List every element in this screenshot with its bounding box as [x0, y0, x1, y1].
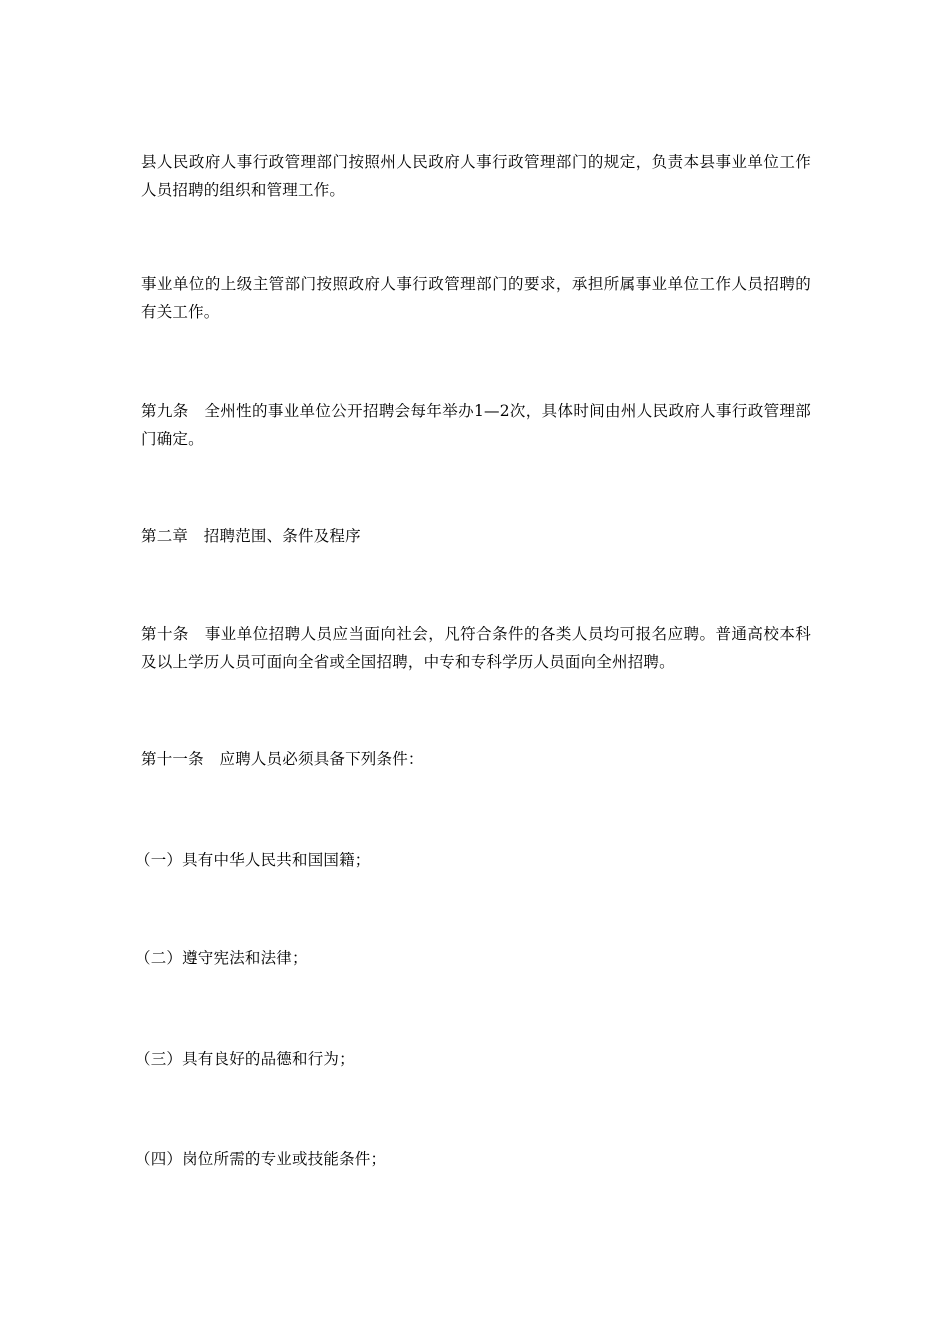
paragraph-county-hr-dept: 县人民政府人事行政管理部门按照州人民政府人事行政管理部门的规定，负责本县事业单位工作人员招聘的组织和管理工作。: [141, 153, 811, 199]
condition-item-2: （二）遵守宪法和法律；: [135, 949, 308, 967]
article-11: 第十一条 应聘人员必须具备下列条件：: [141, 750, 424, 768]
article-10: 第十条 事业单位招聘人员应当面向社会，凡符合条件的各类人员均可报名应聘。普通高校本科及以上学历人员可面向全省或全国招聘，中专和专科学历人员面向全州招聘。: [141, 625, 811, 671]
condition-item-1: （一）具有中华人民共和国国籍；: [135, 851, 371, 869]
paragraph-supervisor-dept: 事业单位的上级主管部门按照政府人事行政管理部门的要求，承担所属事业单位工作人员招聘的有关工作。: [141, 275, 811, 321]
condition-item-3: （三）具有良好的品德和行为；: [135, 1050, 355, 1068]
chapter-2-heading: 第二章 招聘范围、条件及程序: [141, 527, 361, 545]
condition-item-4: （四）岗位所需的专业或技能条件；: [135, 1150, 387, 1168]
article-9: 第九条 全州性的事业单位公开招聘会每年举办1—2次，具体时间由州人民政府人事行政管理部门确定。: [141, 402, 811, 448]
